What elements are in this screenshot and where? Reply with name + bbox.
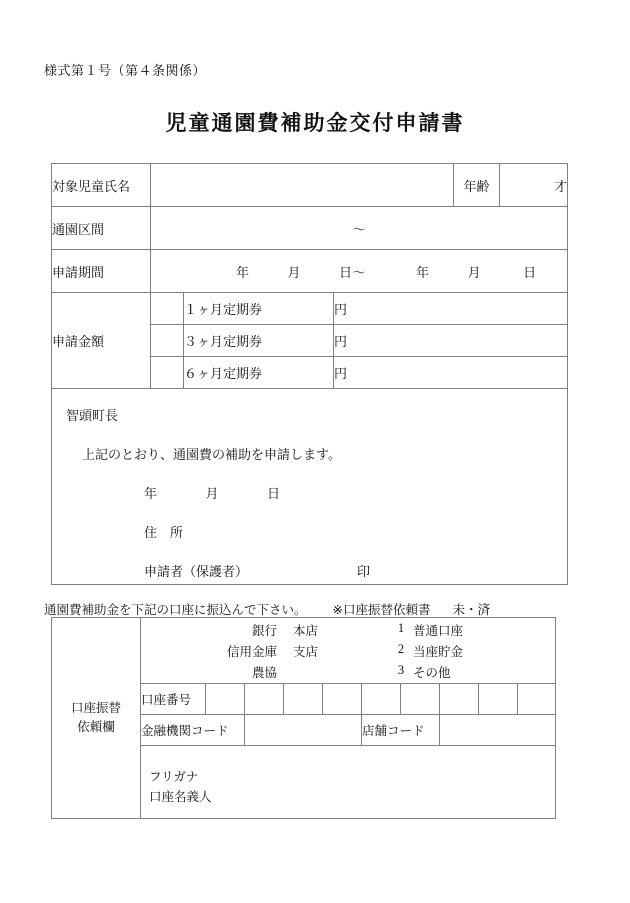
table-row-route <box>52 207 568 250</box>
child-name-input[interactable] <box>151 164 454 207</box>
account-number-cell-2[interactable] <box>245 684 284 715</box>
bank-side-label-line2: 依頼欄 <box>77 720 115 734</box>
statement-body: 上記のとおり、通園費の補助を申請します。 <box>82 447 341 462</box>
ticket-name-3: ６ヶ月定期券 <box>184 357 334 389</box>
period-month-1: 月 <box>287 264 302 280</box>
transfer-status-options[interactable]: 未・済 <box>452 603 491 617</box>
statement-date[interactable] <box>52 487 567 500</box>
branch-code-input[interactable] <box>440 715 556 746</box>
table-row-statement <box>52 389 568 585</box>
account-number-cell-7[interactable] <box>440 684 479 715</box>
furigana-label: フリガナ <box>149 770 199 784</box>
account-type-number-1: 1 <box>397 620 405 635</box>
application-table <box>51 163 568 585</box>
table-row-child-name <box>52 164 568 207</box>
amount-label: 申請金額 <box>52 293 151 389</box>
ticket-amount-2[interactable]: 円 <box>334 325 568 357</box>
child-name-label: 対象児童氏名 <box>52 164 151 207</box>
branch-option-2[interactable]: 支店 <box>293 644 319 659</box>
age-label: 年齢 <box>454 164 500 207</box>
branch-option-1[interactable]: 本店 <box>293 623 319 638</box>
bank-side-label-line1: 口座振替 <box>70 700 121 715</box>
bank-instruction: 通園費補助金を下記の口座に振込んで下さい。 <box>44 603 307 617</box>
period-year-2: 年 <box>416 264 430 280</box>
institution-option-2[interactable]: 信用金庫 <box>226 644 277 659</box>
account-type-number-3: 3 <box>397 662 405 677</box>
bank-type-selection[interactable] <box>141 618 556 684</box>
account-type-number-2: 2 <box>397 641 405 656</box>
account-type-option-2[interactable]: 当座貯金 <box>413 644 464 659</box>
institution-option-3[interactable]: 農協 <box>251 665 277 680</box>
table-row-bank-header <box>52 618 556 684</box>
account-holder-label: 口座名義人 <box>149 790 212 804</box>
period-label: 申請期間 <box>52 250 151 293</box>
bank-transfer-note <box>44 600 490 618</box>
statement-cell <box>52 389 568 585</box>
account-number-label: 口座番号 <box>141 684 206 715</box>
institution-code-input[interactable] <box>245 715 362 746</box>
ticket-name-1: １ヶ月定期券 <box>184 293 334 325</box>
branch-code-label: 店舗コード <box>362 715 440 746</box>
page-title: 児童通園費補助金交付申請書 <box>165 111 465 135</box>
institution-option-1[interactable]: 銀行 <box>251 623 277 638</box>
ticket-mark-2[interactable] <box>151 325 184 357</box>
statement-date-year: 年 <box>144 486 158 501</box>
account-holder-cell[interactable] <box>141 746 556 819</box>
ticket-amount-3[interactable]: 円 <box>334 357 568 389</box>
institution-code-label: 金融機関コード <box>141 715 245 746</box>
statement-addressee: 智頭町長 <box>66 408 119 423</box>
form-number: 様式第１号（第４条関係） <box>44 63 207 78</box>
address-label: 住 所 <box>144 525 184 540</box>
branch-option-3[interactable] <box>293 663 389 681</box>
account-number-cell-3[interactable] <box>284 684 323 715</box>
account-type-option-1[interactable]: 普通口座 <box>413 623 464 638</box>
period-day-1: 日〜 <box>339 264 367 280</box>
table-row-ticket-1 <box>52 293 568 325</box>
ticket-mark-3[interactable] <box>151 357 184 389</box>
seal-mark: 印 <box>357 564 371 579</box>
ticket-name-2: ３ヶ月定期券 <box>184 325 334 357</box>
account-number-cell-5[interactable] <box>362 684 401 715</box>
period-month-2: 月 <box>467 264 482 280</box>
statement-date-month: 月 <box>205 486 220 501</box>
account-type-option-3[interactable]: その他 <box>413 665 451 680</box>
period-input[interactable] <box>151 250 568 293</box>
table-row-period <box>52 250 568 293</box>
period-day-2: 日 <box>523 264 537 280</box>
age-input[interactable]: 才 <box>500 164 568 207</box>
account-number-cell-8[interactable] <box>479 684 518 715</box>
period-year-1: 年 <box>236 264 250 280</box>
account-number-cell-6[interactable] <box>401 684 440 715</box>
address-field[interactable] <box>52 526 567 539</box>
ticket-amount-1[interactable]: 円 <box>334 293 568 325</box>
ticket-mark-1[interactable] <box>151 293 184 325</box>
statement-date-day: 日 <box>267 486 281 501</box>
bank-side-label <box>52 618 141 819</box>
transfer-form-label: ※口座振替依頼書 <box>332 603 431 617</box>
account-number-cell-1[interactable] <box>206 684 245 715</box>
applicant-label: 申請者（保護者） <box>144 564 249 579</box>
route-label: 通園区間 <box>52 207 151 250</box>
route-input[interactable]: 〜 <box>151 207 568 250</box>
applicant-field[interactable] <box>52 565 567 578</box>
bank-account-table <box>51 617 556 819</box>
account-number-cell-4[interactable] <box>323 684 362 715</box>
account-number-cell-9[interactable] <box>518 684 556 715</box>
